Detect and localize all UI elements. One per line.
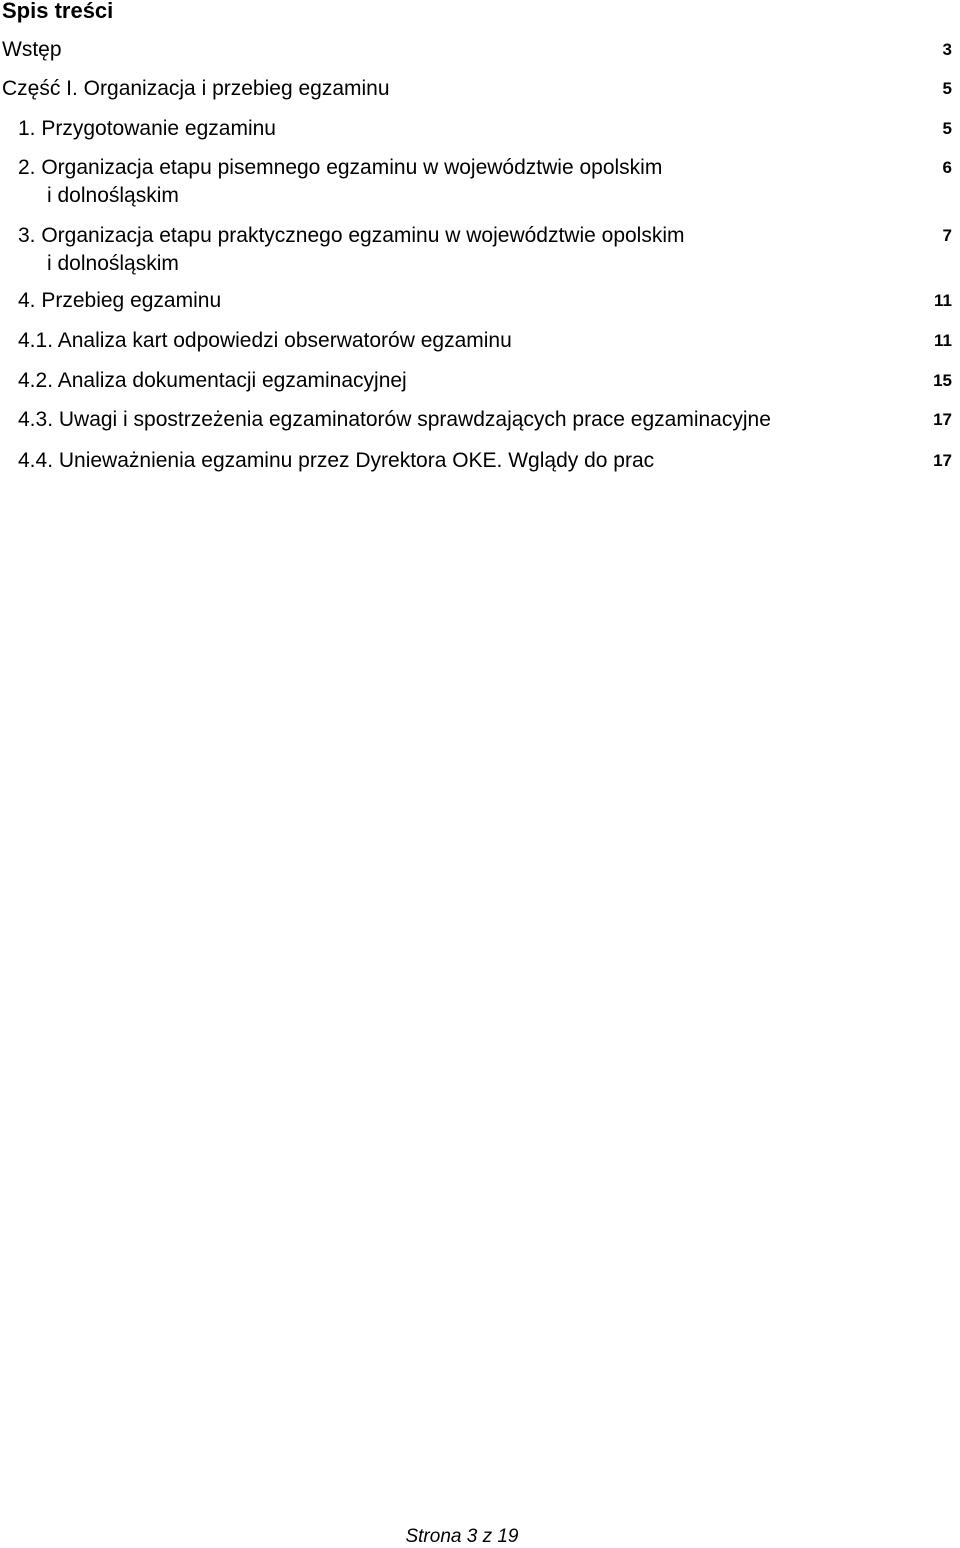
toc-entry-czesc-1[interactable] <box>0 76 960 102</box>
toc-entry-1[interactable] <box>0 116 960 142</box>
toc-entry-4-4[interactable] <box>0 448 960 474</box>
toc-entry-text: 3. Organizacja etapu praktycznego egzaminu w województwie opolskim <box>18 224 685 247</box>
toc-entry-text: 4.2. Analiza dokumentacji egzaminacyjnej <box>18 369 407 392</box>
toc-entry-page: 15 <box>933 371 952 390</box>
toc-entry-page: 5 <box>942 79 952 98</box>
page-footer: Strona 3 z 19 <box>405 1526 519 1547</box>
toc-entry-page: 6 <box>942 158 952 177</box>
toc-entry-wstep[interactable] <box>0 37 960 63</box>
toc-entry-text: 4.4. Unieważnienia egzaminu przez Dyrektora OKE. Wglądy do prac <box>18 449 655 472</box>
toc-entry-page: 17 <box>933 410 952 429</box>
toc-entry-page: 17 <box>933 451 952 470</box>
toc-entry-page: 3 <box>942 40 952 59</box>
toc-entry-3[interactable] <box>0 223 960 279</box>
toc-entry-text: Część I. Organizacja i przebieg egzaminu <box>2 77 390 100</box>
toc-entry-page: 11 <box>934 291 952 310</box>
toc-entry-text-continuation: i dolnośląskim <box>47 252 179 275</box>
toc-entry-4-1[interactable] <box>0 328 960 354</box>
toc-entry-text: 2. Organizacja etapu pisemnego egzaminu w województwie opolskim <box>18 156 663 179</box>
toc-entry-2[interactable] <box>0 155 960 211</box>
toc-entry-4[interactable] <box>0 288 960 314</box>
toc-entry-page: 11 <box>934 331 952 350</box>
toc-entry-4-2[interactable] <box>0 368 960 394</box>
toc-title: Spis treści <box>2 0 114 23</box>
toc-entry-text: 4. Przebieg egzaminu <box>18 289 222 312</box>
toc-entry-page: 7 <box>942 226 952 245</box>
toc-entry-text: 1. Przygotowanie egzaminu <box>18 117 276 140</box>
toc-entry-4-3[interactable] <box>0 407 960 433</box>
toc-entry-text: 4.3. Uwagi i spostrzeżenia egzaminatorów sprawdzających prace egzaminacyjne <box>18 408 771 431</box>
toc-entry-text-continuation: i dolnośląskim <box>47 184 179 207</box>
toc-entry-text: Wstęp <box>2 38 62 61</box>
toc-entry-text: 4.1. Analiza kart odpowiedzi obserwatorów egzaminu <box>18 329 512 352</box>
toc-entry-page: 5 <box>942 119 952 138</box>
